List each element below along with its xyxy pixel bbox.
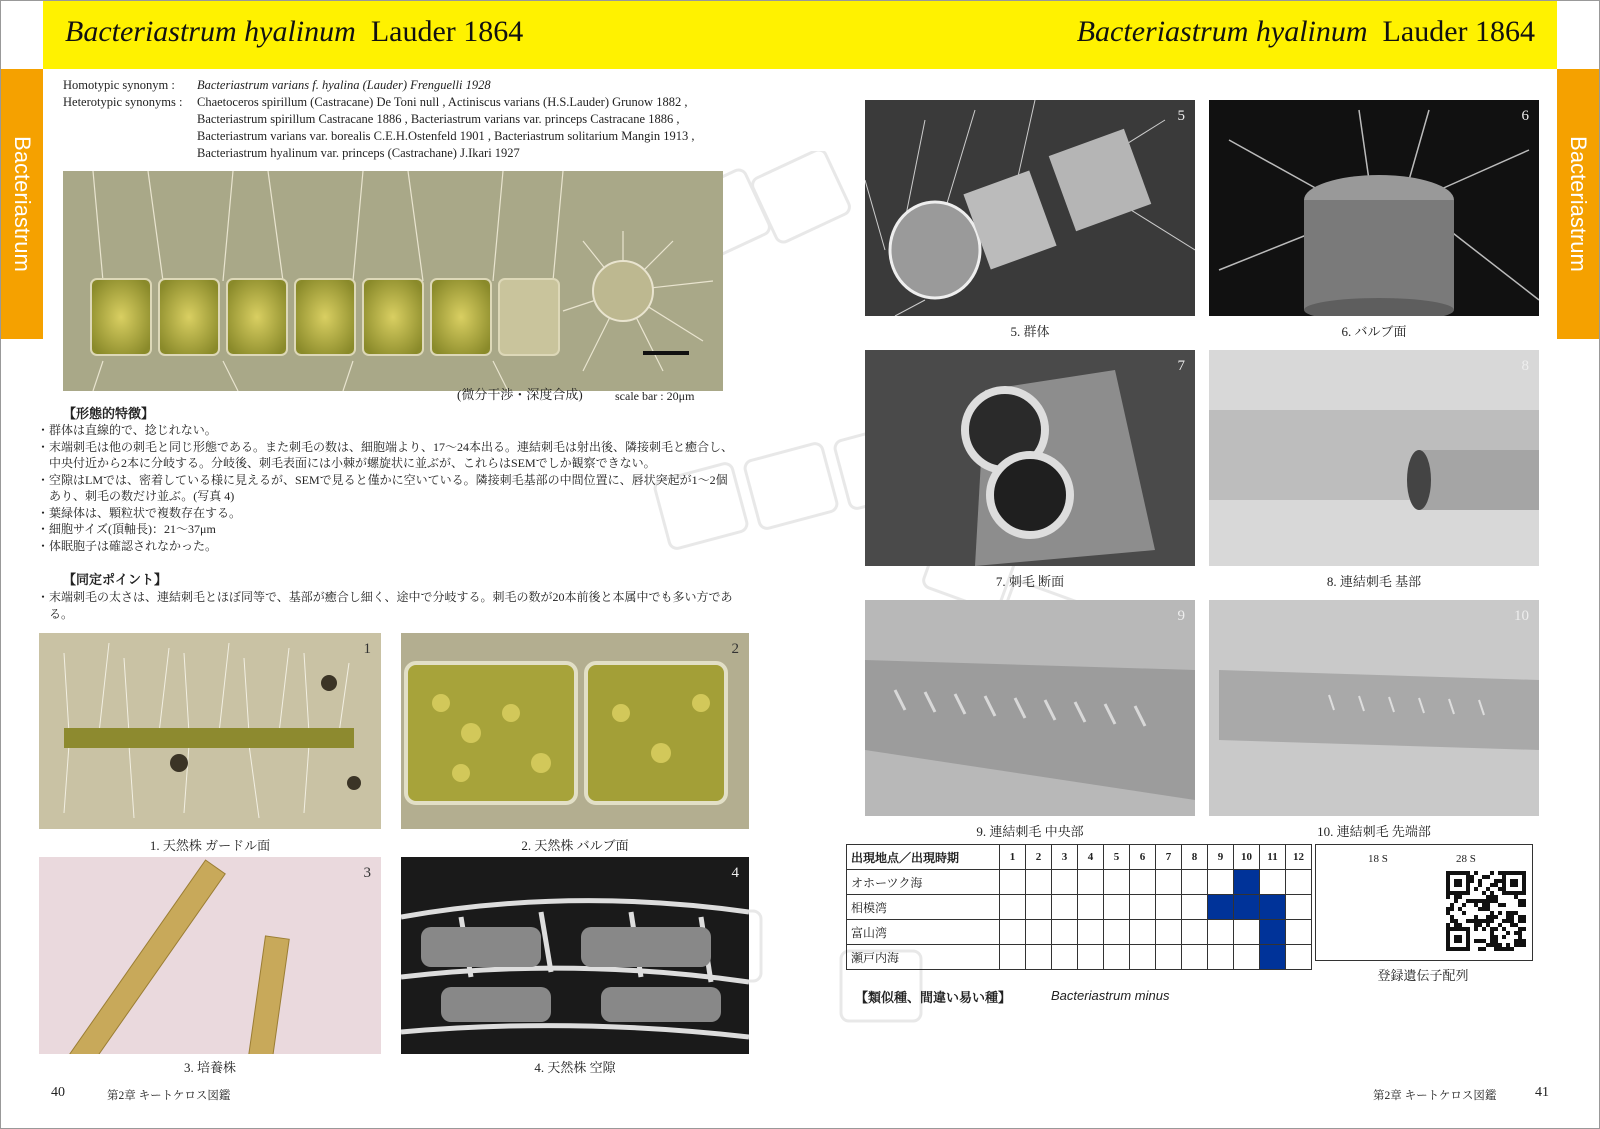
occurrence-cell	[1208, 895, 1234, 920]
occurrence-cell	[1182, 920, 1208, 945]
month-header: 1	[1000, 845, 1026, 870]
occurrence-cell	[1130, 895, 1156, 920]
photo-6	[1209, 100, 1539, 316]
photo-4-drawing	[401, 857, 749, 1054]
morphology-item: ・群体は直線的で、捻じれない。	[37, 423, 217, 437]
identification-list	[37, 589, 737, 622]
occurrence-cell	[1104, 945, 1130, 970]
occurrence-cell	[1156, 895, 1182, 920]
month-header: 6	[1130, 845, 1156, 870]
photo-6-drawing	[1209, 100, 1539, 316]
photo-10	[1209, 600, 1539, 816]
occurrence-cell	[1156, 945, 1182, 970]
occurrence-cell	[1260, 945, 1286, 970]
morphology-item: ・体眠胞子は確認されなかった。	[37, 538, 218, 553]
genus-tab	[1557, 69, 1599, 339]
occurrence-cell	[1182, 895, 1208, 920]
gene-18s-label: 18 S	[1368, 853, 1388, 865]
gene-sequence-box	[1315, 844, 1533, 961]
occurrence-cell	[1234, 895, 1260, 920]
photo-2	[401, 633, 749, 829]
occurrence-cell	[1052, 895, 1078, 920]
page-number: 40	[51, 1085, 65, 1100]
species-name: Bacteriastrum hyalinum	[1076, 15, 1368, 48]
photo-number: 2	[731, 641, 739, 657]
photo-caption: 4. 天然株 空隙	[534, 1060, 616, 1075]
synonyms-block	[63, 77, 717, 162]
species-title	[65, 15, 523, 49]
occurrence-cell	[1286, 945, 1312, 970]
identification-heading: 【同定ポイント】	[63, 573, 168, 588]
photo-9	[865, 600, 1195, 816]
occurrence-cell	[1104, 870, 1130, 895]
species-author: Lauder 1864	[1382, 15, 1535, 48]
occurrence-location: 瀬戸内海	[847, 945, 1000, 970]
photo-caption: 9. 連結刺毛 中央部	[976, 824, 1084, 839]
genus-tab-label: Bacteriastrum	[1566, 136, 1591, 272]
occurrence-cell	[1182, 945, 1208, 970]
occurrence-cell	[1260, 895, 1286, 920]
occurrence-row	[847, 920, 1312, 945]
occurrence-cell	[1130, 945, 1156, 970]
photo-number: 5	[1177, 108, 1185, 124]
occurrence-cell	[1234, 870, 1260, 895]
month-header: 4	[1078, 845, 1104, 870]
photo-9-drawing	[865, 600, 1195, 816]
left-page	[1, 1, 800, 1128]
occurrence-cell	[1078, 895, 1104, 920]
photo-caption: 2. 天然株 バルブ面	[521, 838, 629, 853]
morphology-item: ・末端刺毛は他の刺毛と同じ形態である。また刺毛の数は、細胞端より、17～24本出る。連結刺毛は射出後、隣接刺毛と癒合し、中央付近から2本に分岐する。分岐後、刺毛表面には小棘が螺旋状に並ぶが、これらはSEMでしか観察できない。	[37, 439, 734, 470]
main-photo-drawing	[63, 171, 723, 391]
photo-technique-note: (微分干渉・深度合成)	[457, 387, 583, 402]
identification-item: ・末端刺毛の太さは、連結刺毛とほぼ同等で、基部が癒合し細く、途中で分岐する。刺毛の数が20本前後と本属中でも多い方である。	[37, 590, 733, 621]
photo-3-drawing	[39, 857, 381, 1054]
title-bar	[43, 1, 800, 69]
morphology-item: ・葉緑体は、顆粒状で複数存在する。	[37, 505, 242, 520]
occurrence-location: 相模湾	[847, 895, 1000, 920]
scale-bar-label: scale bar : 20μm	[615, 389, 695, 403]
occurrence-location: オホーツク海	[847, 870, 1000, 895]
photo-caption: 8. 連結刺毛 基部	[1326, 574, 1422, 589]
occurrence-cell	[1026, 870, 1052, 895]
species-name: Bacteriastrum hyalinum	[65, 15, 356, 48]
month-header: 9	[1208, 845, 1234, 870]
month-header: 10	[1234, 845, 1260, 870]
occurrence-cell	[1208, 870, 1234, 895]
occurrence-cell	[1104, 920, 1130, 945]
title-bar	[800, 1, 1557, 69]
homotypic-label: Homotypic synonym :	[63, 78, 175, 92]
occurrence-cell	[1260, 920, 1286, 945]
genus-tab-label: Bacteriastrum	[10, 136, 35, 272]
homotypic-value: Bacteriastrum varians f. hyalina (Lauder) Frenguelli 1928	[197, 78, 491, 92]
chapter-label: 第2章 キートケロス図鑑	[1373, 1090, 1497, 1102]
occurrence-header: 出現地点／出現時期	[847, 845, 1000, 870]
occurrence-cell	[1156, 920, 1182, 945]
photo-number: 4	[731, 865, 739, 881]
similar-species-heading: 【類似種、間違い易い種】	[855, 991, 1012, 1006]
occurrence-cell	[1000, 870, 1026, 895]
occurrence-cell	[1052, 870, 1078, 895]
photo-2-drawing	[401, 633, 749, 829]
month-header: 3	[1052, 845, 1078, 870]
occurrence-cell	[1286, 920, 1312, 945]
page-number: 41	[1535, 1085, 1549, 1100]
genus-tab	[1, 69, 43, 339]
month-header: 2	[1026, 845, 1052, 870]
photo-5-drawing	[865, 100, 1195, 316]
photo-1-drawing	[39, 633, 381, 829]
photo-number: 7	[1177, 358, 1185, 374]
month-header: 11	[1260, 845, 1286, 870]
photo-number: 6	[1521, 108, 1529, 124]
photo-caption: 1. 天然株 ガードル面	[149, 838, 271, 853]
occurrence-cell	[1130, 870, 1156, 895]
occurrence-cell	[1260, 870, 1286, 895]
occurrence-cell	[1052, 945, 1078, 970]
occurrence-row	[847, 945, 1312, 970]
morphology-list	[37, 422, 737, 554]
month-header: 5	[1104, 845, 1130, 870]
species-title	[1077, 15, 1535, 49]
occurrence-row	[847, 870, 1312, 895]
occurrence-cell	[1104, 895, 1130, 920]
occurrence-cell	[1000, 895, 1026, 920]
photo-caption: 7. 刺毛 断面	[995, 574, 1065, 589]
photo-number: 10	[1514, 608, 1529, 624]
occurrence-cell	[1078, 870, 1104, 895]
photo-5	[865, 100, 1195, 316]
occurrence-cell	[1000, 945, 1026, 970]
photo-4	[401, 857, 749, 1054]
photo-7-drawing	[865, 350, 1195, 566]
photo-number: 9	[1177, 608, 1185, 624]
occurrence-table	[846, 844, 1312, 970]
photo-8-drawing	[1209, 350, 1539, 566]
occurrence-cell	[1182, 870, 1208, 895]
main-photo	[63, 171, 723, 391]
photo-caption: 10. 連結刺毛 先端部	[1317, 824, 1431, 839]
photo-3	[39, 857, 381, 1054]
month-header: 8	[1182, 845, 1208, 870]
occurrence-location: 富山湾	[847, 920, 1000, 945]
species-author: Lauder 1864	[370, 15, 524, 48]
morphology-heading: 【形態的特徴】	[63, 407, 155, 422]
photo-caption: 3. 培養株	[183, 1060, 236, 1075]
photo-7	[865, 350, 1195, 566]
chapter-label: 第2章 キートケロス図鑑	[107, 1090, 231, 1102]
photo-number: 1	[363, 641, 371, 657]
photo-8	[1209, 350, 1539, 566]
heterotypic-value: Chaetoceros spirillum (Castracane) De Toni null , Actiniscus varians (H.S.Lauder) Grunow 1882 , Bacteriastrum spirillum Castracane 1886 , Bacteriastrum varians var. princeps Castracane 1886 , Bacteriastrum varians var. borealis C.E.H.Ostenfeld 1901 , Bacteriastrum solitarium Mangin 1913 , Bacteriastrum hyalinum var. princeps (Castrachane) J.Ikari 1927	[197, 95, 695, 160]
gene-28s-label: 28 S	[1456, 853, 1476, 865]
occurrence-cell	[1286, 870, 1312, 895]
heterotypic-label: Heterotypic synonyms :	[63, 95, 183, 109]
occurrence-cell	[1130, 920, 1156, 945]
occurrence-cell	[1052, 920, 1078, 945]
qr-code-icon[interactable]	[1446, 871, 1526, 951]
photo-1	[39, 633, 381, 829]
occurrence-cell	[1208, 920, 1234, 945]
photo-number: 8	[1521, 358, 1529, 374]
occurrence-cell	[1000, 920, 1026, 945]
occurrence-cell	[1234, 920, 1260, 945]
occurrence-cell	[1208, 945, 1234, 970]
occurrence-row	[847, 895, 1312, 920]
morphology-item: ・細胞サイズ(頂軸長)：21～37μm	[37, 522, 216, 536]
occurrence-header-row	[847, 845, 1312, 870]
morphology-item: ・空隙はLMでは、密着している様に見えるが、SEMで見ると僅かに空いている。隣接刺毛基部の中間位置に、唇状突起が1～2個あり、刺毛の数だけ並ぶ。(写真 4)	[37, 472, 728, 503]
month-header: 12	[1286, 845, 1312, 870]
photo-10-drawing	[1209, 600, 1539, 816]
occurrence-cell	[1026, 945, 1052, 970]
occurrence-cell	[1026, 895, 1052, 920]
occurrence-cell	[1286, 895, 1312, 920]
occurrence-cell	[1078, 920, 1104, 945]
month-header: 7	[1156, 845, 1182, 870]
occurrence-cell	[1026, 920, 1052, 945]
occurrence-cell	[1078, 945, 1104, 970]
photo-caption: 6. バルブ面	[1341, 324, 1407, 339]
occurrence-cell	[1156, 870, 1182, 895]
gene-sequence-label: 登録遺伝子配列	[1377, 968, 1469, 983]
similar-species-value: Bacteriastrum minus	[1051, 988, 1170, 1003]
occurrence-cell	[1234, 945, 1260, 970]
photo-caption: 5. 群体	[1010, 324, 1050, 339]
photo-number: 3	[363, 865, 371, 881]
